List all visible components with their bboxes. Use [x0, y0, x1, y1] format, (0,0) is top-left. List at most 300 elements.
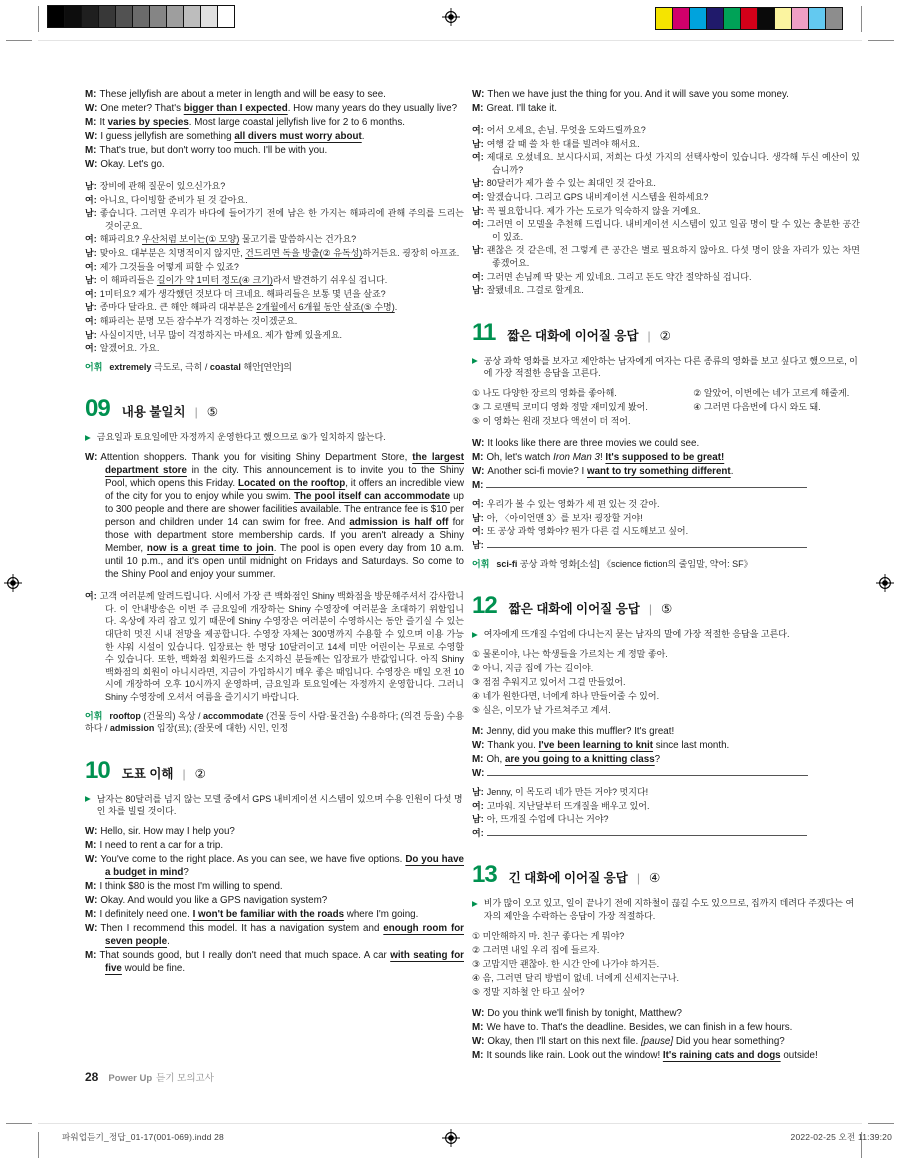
dialogue-line [85, 207, 464, 232]
speaker-label: 남: [472, 814, 484, 825]
dialogue-line [472, 191, 860, 204]
section-11 [472, 319, 860, 570]
text-segment: bigger than I expected [183, 103, 288, 115]
answer-number: ② [659, 328, 671, 343]
speaker-label: W: [85, 103, 98, 115]
color-swatch [706, 7, 724, 30]
text-segment: 아, 〈아이언맨 3〉를 보자! 굉장할 거야! [486, 512, 643, 523]
dialogue-line [472, 151, 860, 176]
text-segment: 우산처럼 보이는(① 모양) [142, 234, 240, 245]
dialogue-line [472, 539, 860, 552]
dialogue-line [85, 102, 464, 115]
dialogue-line [472, 786, 860, 799]
speaker-label: 여: [85, 288, 97, 299]
section-13-options [472, 930, 860, 999]
text-segment: 괜찮은 것 같은데, 전 그렇게 큰 공간은 별로 필요하지 않아요. 다섯 명이 앉을 자리가 있는 차면 좋겠어요. [486, 245, 860, 268]
text-segment: 제대로 오셨네요. 보시다시피, 저희는 다섯 가지의 선택사항이 있습니다. 생각해 두신 예산이 있습니까? [486, 152, 860, 175]
text-segment: Jenny, 이 목도리 네가 만든 거야? 멋지다! [486, 787, 649, 797]
text-segment: . Most large coastal jellyfish live for 2 to 6 months. [188, 117, 405, 129]
speaker-label: 여: [85, 261, 97, 272]
color-swatch [64, 5, 82, 28]
section-11-options [472, 387, 860, 429]
answer-option: ④ 그러면 다음번에 다시 와도 돼. [693, 401, 821, 412]
speaker-label: 여: [85, 343, 97, 354]
text-segment: 제가 그것들을 어떻게 피할 수 있죠? [99, 261, 239, 272]
speaker-label: 여: [472, 125, 484, 136]
speaker-label: 여: [85, 316, 97, 327]
text-segment: outside! [780, 1049, 818, 1061]
section-11-explanation [472, 355, 860, 380]
print-slug-timestamp: 2022-02-25 오전 11:39:20 [790, 1132, 892, 1142]
dialogue-line [85, 180, 464, 193]
speaker-label: M: [472, 103, 484, 115]
text-segment: I definitely need one. [99, 908, 193, 920]
speaker-label: M: [85, 117, 97, 129]
speaker-label: 여: [472, 152, 484, 163]
speaker-label: M: [472, 452, 484, 464]
text-segment: ! [599, 452, 606, 464]
text-segment: 길이가 약 1미터 정도(④ 크기) [156, 275, 273, 286]
text-segment: ? [654, 753, 661, 765]
speaker-label: W: [85, 452, 98, 463]
text-segment: . The pool is open every day from 10 a.m. until 10 p.m., and it's open until midnight on Fridays and Saturdays. So come to the Shiny Pool and enjoy your summer. [105, 543, 464, 581]
grayscale-calibration-bar [48, 5, 235, 28]
dialogue-line [85, 590, 464, 703]
dialogue-10-korean [472, 124, 860, 297]
color-swatch [791, 7, 809, 30]
section-number: 09 [85, 395, 110, 423]
text-segment: up to 300 people and there are shower facilities available. The entrance fee is $10 per person and children under 14 can swim for free. And [105, 491, 464, 529]
color-swatch [689, 7, 707, 30]
answer-option: ① 물론이야, 나는 학생들을 가르치는 게 정말 좋아. [472, 648, 668, 659]
text-segment: admission [109, 723, 155, 734]
dialogue-line [85, 949, 464, 975]
text-segment: Another sci-fi movie? I [487, 466, 587, 478]
vocab-08 [85, 361, 464, 374]
dialogue-08-english [85, 88, 464, 171]
dialogue-line [472, 244, 860, 269]
dialogue-line [472, 1035, 860, 1048]
text-segment: Located on the rooftop [238, 478, 346, 490]
color-swatch [672, 7, 690, 30]
text-segment: 알겠습니다. 그리고 GPS 내비게이션 시스템을 원하세요? [486, 192, 709, 202]
text-segment: I think $80 is the most I'm willing to spend. [99, 880, 283, 892]
text-segment: 우리가 볼 수 있는 영화가 세 편 있는 것 같아. [486, 499, 660, 510]
text-segment: That sounds good, but I really don't need that much space. A car [99, 950, 391, 962]
section-number: 13 [472, 861, 497, 889]
text-segment: Did you hear something? [673, 1035, 785, 1047]
dialogue-line [472, 525, 860, 538]
dialogue-line [472, 88, 860, 101]
speaker-label: 남: [85, 329, 97, 340]
dialogue-line [472, 739, 860, 752]
dialogue-12-english [472, 725, 860, 780]
answer-number: ② [194, 766, 206, 781]
text-segment: I guess jellyfish are something [100, 131, 235, 143]
dialogue-line [472, 205, 860, 218]
text-segment: One meter? That's [100, 103, 184, 115]
dialogue-line [472, 827, 860, 840]
dialogue-08-korean [85, 180, 464, 355]
registration-mark-icon [4, 574, 22, 592]
text-segment: It's raining cats and dogs [662, 1049, 781, 1061]
color-swatch [217, 5, 235, 28]
registration-mark-icon [442, 8, 460, 26]
dialogue-line [472, 1049, 860, 1062]
text-segment: 아니요, 다이빙할 준비가 된 것 같아요. [99, 194, 248, 205]
registration-mark-icon [442, 1129, 460, 1147]
text-segment: are you going to a knitting class [504, 753, 655, 765]
text-segment: Okay, then I'll start on this next file. [487, 1035, 641, 1047]
text-segment: [pause] [640, 1035, 674, 1047]
speaker-label: 남: [472, 512, 484, 523]
color-swatch [81, 5, 99, 28]
color-swatch [183, 5, 201, 28]
color-swatch [655, 7, 673, 30]
dialogue-11-english [472, 437, 860, 492]
dialogue-line [472, 753, 860, 766]
dialogue-line [85, 288, 464, 301]
text-segment: 고객 여러분께 알려드립니다. 시에서 가장 큰 백화점인 Shiny 백화점을 방문해주셔서 감사합니다. 이 안내방송은 이번 주 금요일에 개장하는 Shiny 수영장에 여러분을 초대하기 위함입니다. 옥상에 자리 잡고 있기 때문에 Shiny 수영장은 여러분이 수영하시는 동안 즐기실 수 있는 대단히 멋진 시내 전망을 제공합니다. 수영장 자체는 300명까지 수용할 수 있으며 이용 가능한 샤워 시설이 있습니다. 입장료는 한 명당 10달러이고 14세 미만 어린이는 무료로 수영할 수 있습니다. 또한, 백화점 회원카드를 소지하신 분들께는 입장료가 반값입니다. 아직 Shiny 백화점의 회원이 아니시라면, 지금이 가입하시기 매우 좋은 때입니다. 수영장은 매일 오전 10시에 개장하여 오후 10시까지 운영하며, 금요일과 토요일에는 자정까지 운영합니다. 그러니 Shiny 수영장에 오셔서 여름을 즐기시기 바랍니다. [99, 591, 464, 702]
dialogue-line [85, 922, 464, 948]
dialogue-line [85, 116, 464, 129]
dialogue-line [85, 233, 464, 246]
text-segment: Then we have just the thing for you. And it will save you some money. [487, 89, 789, 100]
speaker-label: 여: [85, 194, 97, 205]
dialogue-line [85, 158, 464, 171]
section-10 [85, 757, 464, 975]
text-segment: 극도로, 극히 / [151, 361, 210, 372]
speaker-label: 여: [472, 827, 484, 838]
text-segment: That's true, but don't worry too much. I'll be with you. [99, 145, 328, 157]
speaker-label: W: [472, 89, 485, 100]
dialogue-line [85, 839, 464, 852]
section-12-heading [472, 592, 860, 620]
text-segment: 여행 갈 때 쓸 차 한 대를 빌려야 해서요. [486, 138, 640, 149]
explanation-text: 금요일과 토요일에만 자정까지 운영한다고 했으므로 ⑤가 일치하지 않는다. [96, 432, 386, 443]
speaker-label: W: [85, 131, 98, 143]
text-segment: We have to. That's the deadline. Besides, we can finish in a few hours. [486, 1021, 793, 1033]
vocab-text [85, 711, 464, 734]
section-13-heading [472, 861, 860, 889]
section-10-heading [85, 757, 464, 785]
dialogue-12-korean [472, 786, 860, 839]
text-segment: with seating for five [105, 950, 464, 975]
dialogue-line [472, 451, 860, 464]
text-segment: Thank you. [487, 739, 539, 751]
heading-divider: | [194, 405, 198, 420]
text-segment: Then I recommend this model. It has a navigation system and [100, 922, 384, 934]
vocab-09 [85, 710, 464, 735]
speaker-label: 여: [472, 800, 484, 811]
dialogue-10-english-cont [472, 88, 860, 115]
dialogue-09-english [85, 451, 464, 581]
dialogue-line [472, 1007, 860, 1020]
speaker-label: 남: [472, 539, 484, 550]
answer-option: ② 아니, 지금 집에 가는 길이야. [472, 662, 594, 673]
print-slug-filename: 파워업듣기_정답_01-17(001-069).indd 28 [62, 1132, 224, 1142]
dialogue-line [472, 138, 860, 151]
speaker-label: M: [472, 1049, 484, 1061]
color-swatch [757, 7, 775, 30]
section-12-explanation [472, 628, 860, 641]
book-subtitle: 듣기 모의고사 [156, 1073, 214, 1084]
text-segment: 입장(료); (잘못에 대한) 시인, 인정 [154, 723, 289, 734]
dialogue-line [85, 880, 464, 893]
speaker-label: 남: [472, 787, 484, 797]
text-segment: in the city. This announcement is to invite you to the Shiny Pool, which opens this Friday. [105, 465, 464, 490]
dialogue-10-english [85, 825, 464, 975]
dialogue-line [85, 261, 464, 274]
arrow-icon: ▶ [472, 356, 478, 366]
dialogue-line [472, 465, 860, 478]
vocab-label: 어휘 [472, 558, 490, 569]
page-number: 28 [85, 1070, 99, 1084]
section-title: 짧은 대화에 이어질 응답 [507, 328, 639, 343]
speaker-label: W: [85, 159, 98, 171]
dialogue-09-korean [85, 590, 464, 703]
explanation-text: 남자는 80달러를 넘지 않는 모델 중에서 GPS 내비게이션 시스템이 있으며 수용 인원이 다섯 명인 차를 빌릴 것이다. [96, 793, 463, 817]
color-swatch [740, 7, 758, 30]
text-segment: . [361, 131, 365, 143]
text-segment: 사실이지만, 너무 많이 걱정하지는 마세요. 제가 함께 있을게요. [99, 329, 343, 340]
text-segment: where I'm going. [344, 908, 419, 920]
text-segment: Great. I'll take it. [486, 103, 557, 115]
text-segment: rooftop [109, 710, 141, 721]
dialogue-line [472, 177, 860, 190]
speaker-label: 남: [472, 285, 484, 296]
text-segment: . [730, 466, 734, 478]
text-segment: sci-fi [496, 558, 518, 569]
speaker-label: M: [85, 950, 97, 962]
text-segment: I need to rent a car for a trip. [99, 839, 224, 851]
heading-divider: | [647, 328, 651, 343]
section-12-options [472, 648, 860, 717]
page-bottom-edge [38, 1123, 862, 1124]
answer-option: ④ 네가 원한다면, 너에게 하나 만들어줄 수 있어. [472, 690, 660, 701]
text-segment: since last month. [653, 739, 730, 751]
section-title: 내용 불일치 [121, 405, 186, 420]
text-segment: 꼭 필요합니다. 제가 가는 도로가 익숙하지 않을 거예요. [486, 205, 701, 216]
dialogue-line [85, 247, 464, 260]
speaker-label: W: [472, 1007, 485, 1019]
section-number: 11 [472, 318, 496, 346]
color-swatch [47, 5, 65, 28]
dialogue-line [85, 301, 464, 314]
text-segment: 고마워. 지난달부터 뜨개질을 배우고 있어. [486, 800, 650, 811]
text-segment: the largest department store [105, 452, 464, 477]
text-segment: 80달러가 제가 쓸 수 있는 최대인 것 같아요. [486, 178, 656, 189]
answer-number: ⑤ [661, 602, 673, 617]
book-brand: Power Up [108, 1073, 153, 1084]
answer-blank-line [486, 479, 806, 488]
speaker-label: 남: [472, 245, 484, 256]
dialogue-line [85, 130, 464, 143]
text-segment: , it offers an incredible view of the city for you to enjoy while you swim. [105, 478, 465, 503]
text-segment: Oh, let's watch [486, 452, 554, 464]
answer-option: ① 미안해하지 마. 친구 좋다는 게 뭐야? [472, 930, 625, 941]
registration-mark-icon [876, 574, 894, 592]
answer-option: ④ 음, 그러면 달리 방법이 없네. 너에게 신세지는구나. [472, 972, 679, 983]
text-segment: Do you have a budget in mind [105, 853, 464, 878]
text-segment: 장비에 관해 질문이 있으신가요? [99, 181, 226, 192]
dialogue-line [472, 813, 860, 826]
section-13-explanation [472, 897, 860, 922]
text-segment: 또 공상 과학 영화야? 뭔가 다른 걸 시도해보고 싶어. [486, 526, 689, 537]
section-10-explanation [85, 793, 464, 818]
text-segment: 2개월에서 6개월 동안 살죠(⑤ 수명) [256, 302, 395, 313]
answer-option: ⑤ 실은, 이모가 날 가르쳐주고 계셔. [472, 704, 611, 715]
speaker-label: 남: [85, 208, 97, 219]
crop-mark [6, 1123, 32, 1124]
text-segment: for those with department store membership cards. If you aren't already a Shiny Member, [105, 517, 465, 555]
section-09-heading [85, 395, 464, 423]
speaker-label: 남: [85, 181, 97, 192]
text-segment: Do you think we'll finish by tonight, Matthew? [487, 1007, 682, 1019]
explanation-text: 여자에게 뜨개질 수업에 다니는지 묻는 남자의 말에 가장 적절한 응답을 고른다. [483, 629, 790, 640]
crop-mark [38, 6, 39, 32]
speaker-label: 여: [472, 271, 484, 282]
speaker-label: 여: [472, 192, 484, 202]
section-11-heading [472, 319, 860, 347]
answer-option: ① 나도 다양한 장르의 영화를 좋아해. [472, 387, 617, 398]
text-segment: . [394, 302, 398, 313]
text-segment: Oh, [486, 753, 505, 765]
dialogue-line [472, 102, 860, 115]
dialogue-line [85, 451, 464, 581]
speaker-label: W: [85, 853, 98, 865]
text-segment: 해파리는 분명 모든 잠수부가 걱정하는 것이겠군요. [99, 316, 298, 327]
speaker-label: W: [472, 767, 485, 779]
text-segment: . How many years do they usually live? [287, 103, 458, 115]
crop-mark [861, 6, 862, 32]
speaker-label: 여: [85, 591, 97, 602]
speaker-label: 남: [472, 178, 484, 189]
text-segment: It sounds like rain. Look out the window! [486, 1049, 663, 1061]
speaker-label: W: [472, 438, 485, 450]
speaker-label: 남: [85, 275, 97, 286]
text-segment: extremely [109, 361, 152, 372]
speaker-label: M: [85, 89, 97, 100]
answer-option: ⑤ 이 영화는 원래 것보다 액션이 더 적어. [472, 416, 631, 427]
answer-option: ⑤ 정말 지하철 안 타고 싶어? [472, 986, 585, 997]
answer-option: ③ 고맙지만 괜찮아. 한 시간 안에 나가야 하거든. [472, 958, 660, 969]
speaker-label: M: [85, 908, 97, 920]
vocab-text [109, 362, 292, 372]
text-segment: 건드리면 독을 방출(② 유독성) [245, 248, 363, 259]
vocab-label: 어휘 [85, 361, 103, 372]
answer-option: ③ 점점 추워지고 있어서 그걸 만들었어. [472, 676, 626, 687]
heading-divider: | [182, 766, 186, 781]
speaker-label: M: [472, 480, 484, 492]
text-segment: It looks like there are three movies we could see. [487, 438, 700, 450]
text-segment: 아, 뜨개질 수업에 다니는 거야? [486, 814, 609, 825]
heading-divider: | [636, 871, 640, 886]
vocab-11 [472, 558, 860, 571]
answer-blank-line [487, 828, 807, 836]
speaker-label: 남: [85, 248, 97, 259]
text-segment: 해파리요? [99, 234, 142, 245]
dialogue-line [85, 144, 464, 157]
text-segment: You've come to the right place. As you can see, we have five options. [100, 853, 406, 865]
dialogue-line [85, 329, 464, 342]
text-segment: The pool itself can accommodate [294, 491, 451, 503]
answer-blank-line [487, 767, 807, 776]
answer-blank-line [487, 540, 807, 548]
dialogue-line [472, 437, 860, 450]
vocab-text [496, 559, 752, 569]
section-13 [472, 861, 860, 1061]
dialogue-line [472, 498, 860, 511]
color-swatch [808, 7, 826, 30]
arrow-icon: ▶ [85, 794, 91, 804]
dialogue-line [85, 315, 464, 328]
text-segment: would be fine. [121, 963, 186, 975]
section-title: 긴 대화에 이어질 응답 [508, 871, 628, 886]
dialogue-line [85, 194, 464, 207]
dialogue-line [85, 274, 464, 287]
text-segment: 알겠어요. 가요. [99, 343, 160, 354]
dialogue-line [85, 825, 464, 838]
dialogue-13-english [472, 1007, 860, 1062]
text-segment: 잘됐네요. 그걸로 할게요. [486, 285, 584, 296]
dialogue-line [472, 271, 860, 284]
text-segment: 그러면 손님께 딱 맞는 게 있네요. 그리고 돈도 약간 절약하실 겁니다. [486, 271, 752, 282]
dialogue-line [85, 908, 464, 921]
heading-divider: | [648, 602, 652, 617]
text-segment: 이 해파리들은 [99, 275, 157, 286]
text-segment: admission is half off [349, 517, 449, 529]
text-segment: Hello, sir. How may I help you? [100, 825, 235, 837]
color-swatch [149, 5, 167, 28]
explanation-text: 비가 많이 오고 있고, 일이 끝나기 전에 지하철이 끊길 수도 있으므로, 집까지 데려다 주겠다는 여자의 제안을 수락하는 응답이 가장 적절하다. [483, 898, 855, 921]
speaker-label: W: [472, 466, 485, 478]
text-segment: now is a great time to join [146, 543, 274, 555]
answer-number: ④ [648, 871, 661, 886]
explanation-text: 공상 과학 영화를 보자고 제안하는 남자에게 여자는 다른 종류의 영화를 보고 싶다고 했으므로, 이에 가장 적절한 응답을 고른다. [483, 355, 858, 379]
color-swatch [166, 5, 184, 28]
arrow-icon: ▶ [85, 432, 91, 442]
speaker-label: M: [472, 753, 484, 765]
speaker-label: W: [472, 739, 485, 751]
text-segment: (건물의) 옥상 / [140, 710, 204, 721]
section-number: 10 [85, 756, 110, 784]
text-segment: It [99, 117, 108, 129]
color-calibration-bar [656, 7, 843, 30]
section-title: 짧은 대화에 이어질 응답 [508, 602, 640, 617]
dialogue-line [472, 479, 860, 492]
dialogue-line [472, 124, 860, 137]
text-segment: These jellyfish are about a meter in length and will be easy to see. [99, 89, 386, 100]
text-segment: 라서 발견하기 쉬우실 겁니다. [272, 275, 388, 286]
crop-mark [38, 1132, 39, 1158]
answer-option: ③ 그 로맨틱 코미디 영화 정말 재미있게 봤어. [472, 401, 648, 412]
speaker-label: W: [85, 922, 98, 934]
crop-mark [6, 40, 32, 41]
dialogue-line [85, 342, 464, 355]
left-column [85, 88, 464, 976]
speaker-label: 여: [472, 219, 484, 230]
speaker-label: 남: [85, 302, 97, 313]
text-segment: I won't be familiar with the roads [192, 908, 345, 920]
text-segment: Okay. And would you like a GPS navigation system? [100, 894, 328, 906]
section-09 [85, 395, 464, 734]
text-segment: 맞아요. 대부분은 치명적이지 않지만, [99, 248, 246, 259]
speaker-label: M: [85, 145, 97, 157]
right-column [472, 88, 860, 1063]
answer-option: ② 그러면 내일 우리 집에 들르자. [472, 944, 600, 955]
color-swatch [200, 5, 218, 28]
